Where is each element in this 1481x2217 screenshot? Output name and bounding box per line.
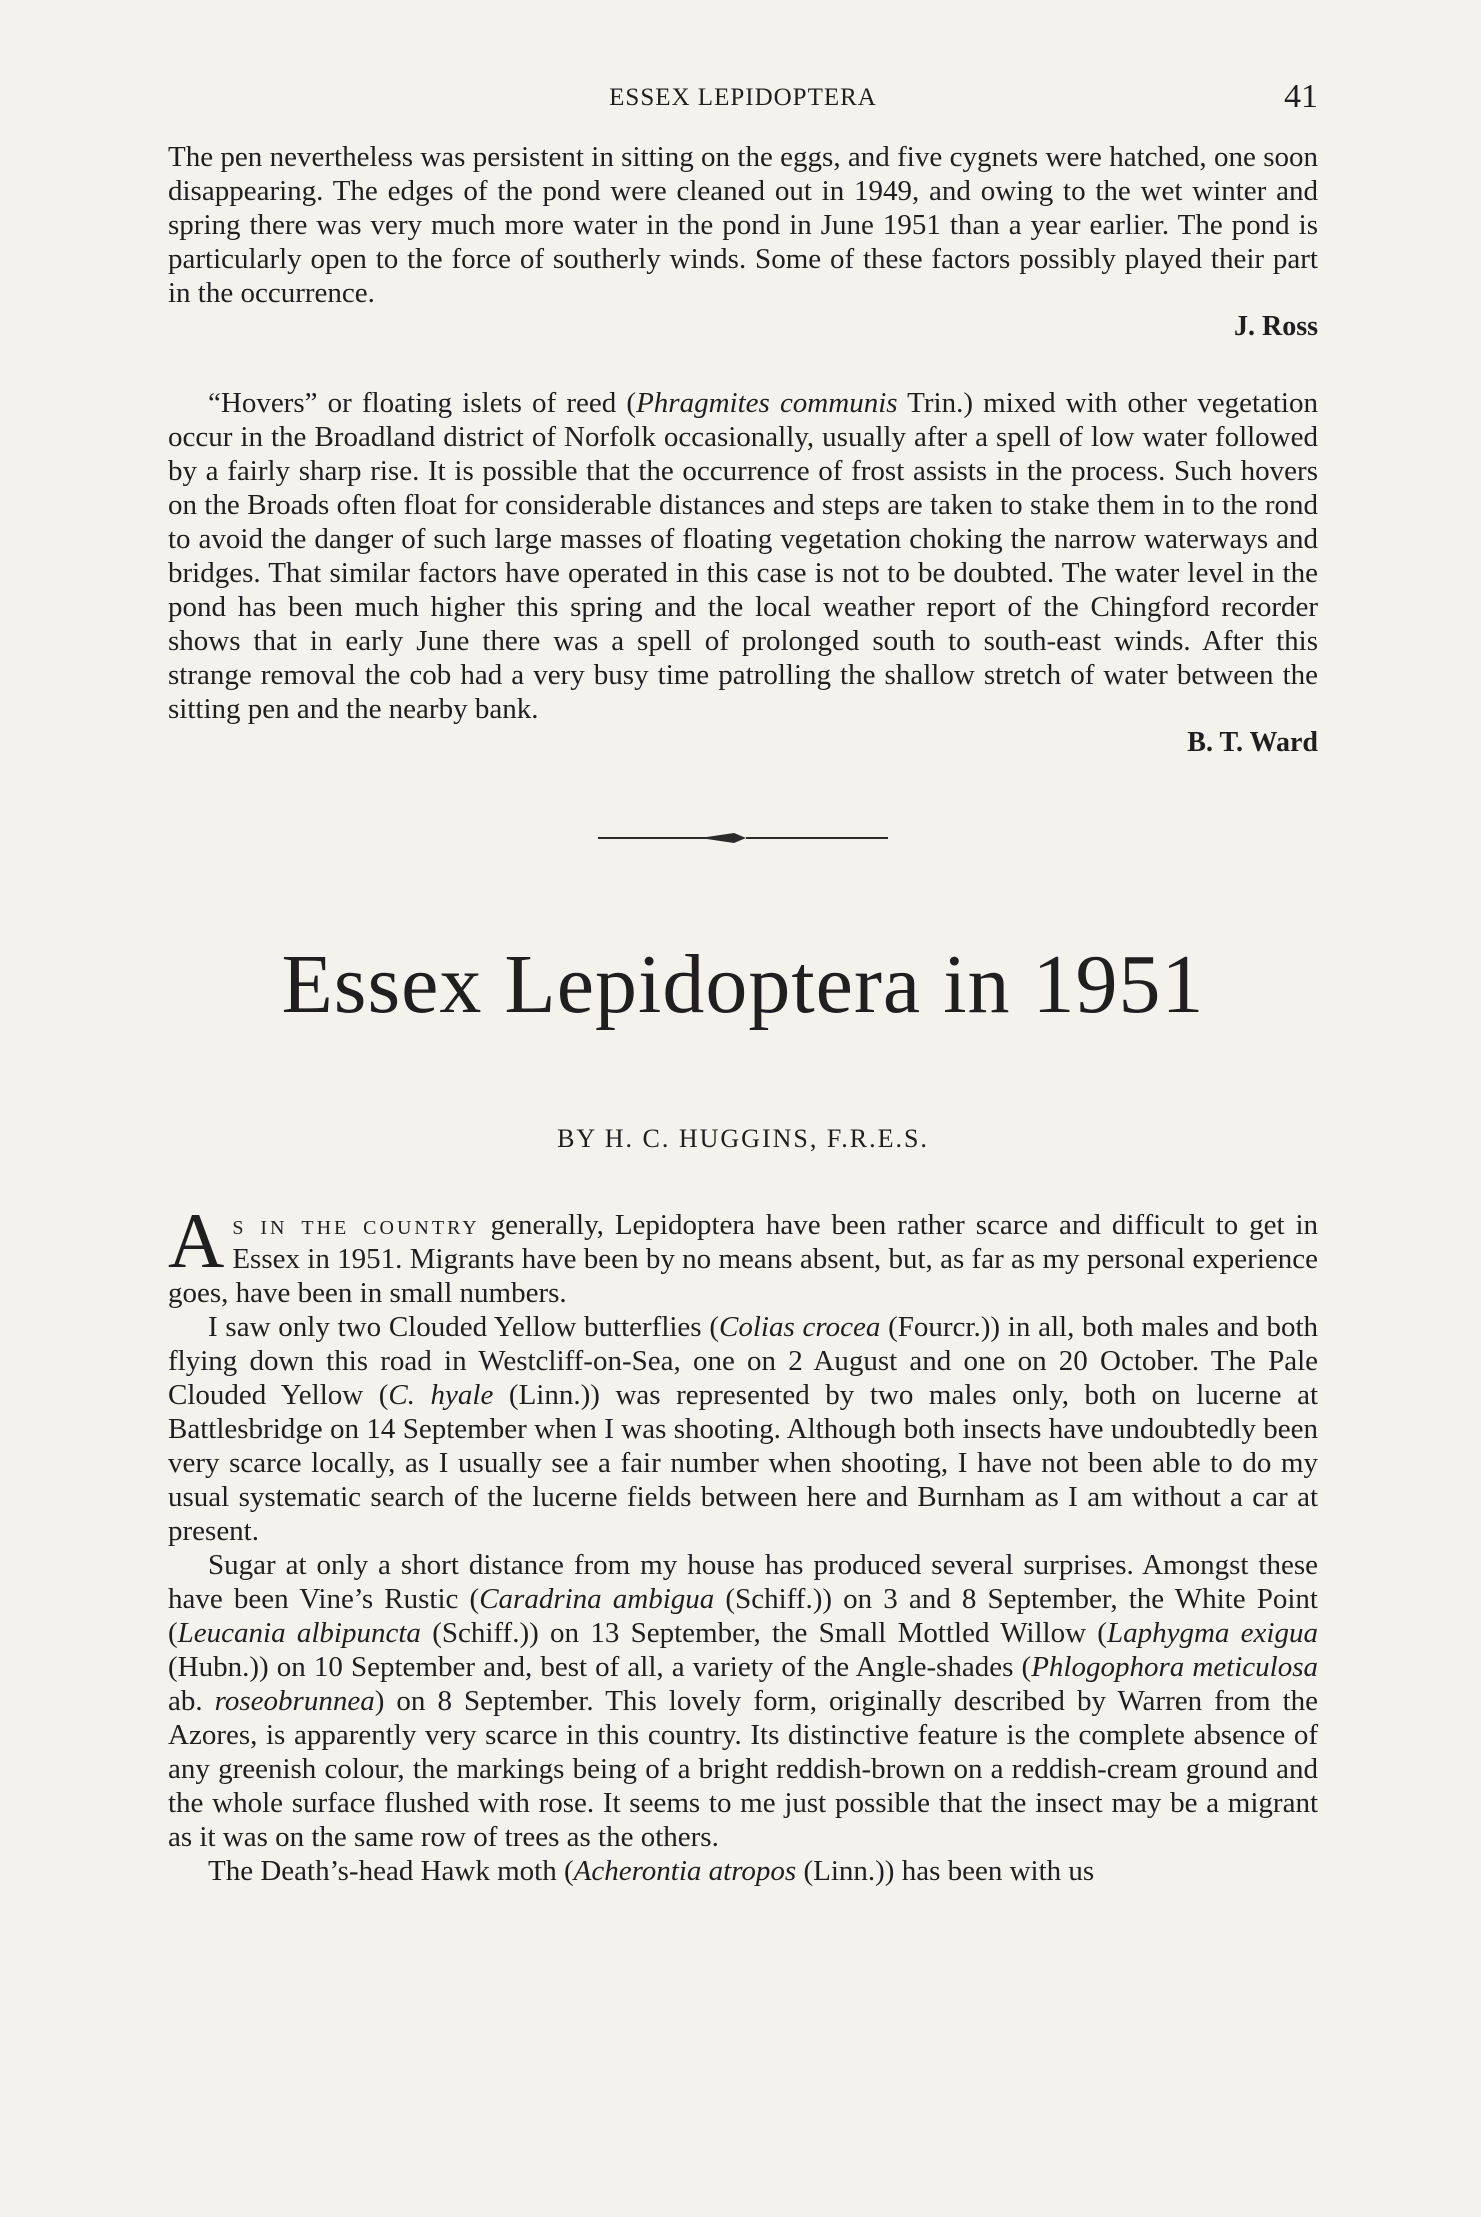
article-paragraph-1: As in the country generally, Lepidoptera have been rather scarce and difficult to get in Essex in 1951. Migrants have been by no means absent, but, as far as my personal experience goes, have been in small numbers. (168, 1197, 1318, 1309)
running-header (168, 78, 1318, 126)
note-signature-2: B. T. Ward (1187, 727, 1318, 758)
diamond-rule-icon (598, 828, 888, 848)
page-number: 41 (1284, 78, 1318, 115)
running-title: ESSEX LEPIDOPTERA (609, 84, 877, 111)
article-title: Essex Lepidoptera in 1951 (281, 938, 1205, 1031)
species-name: Phragmites communis (636, 387, 898, 419)
article-paragraph-3: Sugar at only a short distance from my house has produced several surprises. Amongst these have been Vine’s Rustic (Caradrina ambigua (Schiff.)) on 3 and 8 September, the White Point (Leucania albipuncta (Schiff.)) on 13 September, the Small Mottled Willow (Laphygma exigua (Hubn.)) on 10 September and, best of all, a variety of the Angle-shades (Phlogophora meticulosa ab. roseobrunnea) on 8 September. This lovely form, originally described by Warren from the Azores, is apparently very scarce in this country. Its distinctive feature is the complete absence of any greenish colour, the markings being of a bright reddish-brown on a reddish-cream ground and the whole surface flushed with rose. It seems to me just possible that the insect may be a migrant as it was on the same row of trees as the others. (168, 1549, 1319, 1853)
note-paragraph-1: The pen nevertheless was persistent in sitting on the eggs, and five cygnets were hatched, one soon disappearing. The edges of the pond were cleaned out in 1949, and owing to the wet winter and spring there was very much more water in the pond in June 1951 than a year earlier. The pond is particularly open to the force of southerly winds. Some of these factors possibly played their part in the occurrence. (168, 141, 1318, 309)
section-divider (168, 828, 1318, 848)
note-paragraph-2: “Hovers” or floating islets of reed (Phragmites communis Trin.) mixed with other vegetation occur in the Broadland district of Norfolk occasionally, usually after a spell of low water followed by a fairly sharp rise. It is possible that the occurrence of frost assists in the process. Such hovers on the Broads often float for considerable distances and steps are taken to stake them in to the rond to avoid the danger of such large masses of floating vegetation choking the narrow waterways and bridges. That similar factors have operated in this case is not to be doubted. The water level in the pond has been much higher this spring and the local weather report of the Chingford recorder shows that in early June there was a spell of prolonged south to south-east winds. After this strange removal the cob had a very busy time patrolling the shallow stretch of water between the sitting pen and the nearby bank. (168, 387, 1318, 725)
byline: BY H. C. HUGGINS, F.R.E.S. (557, 1124, 929, 1153)
note-signature-1: J. Ross (1233, 311, 1318, 342)
article-paragraph-4: The Death’s-head Hawk moth (Acherontia atropos (Linn.)) has been with us (208, 1855, 1095, 1887)
drop-cap: A (168, 1197, 225, 1284)
page (168, 78, 1318, 1888)
article-paragraph-2: I saw only two Clouded Yellow butterflies (Colias crocea (Fourcr.)) in all, both males and both flying down this road in Westcliff-on-Sea, one on 2 August and one on 20 October. The Pale Clouded Yellow (C. hyale (Linn.)) was represented by two males only, both on lucerne at Battlesbridge on 14 September when I was shooting. Although both insects have undoubtedly been very scarce locally, as I usually see a fair number when shooting, I have not been able to do my usual systematic search of the lucerne fields between here and Burnham as I am without a car at present. (168, 1311, 1318, 1547)
